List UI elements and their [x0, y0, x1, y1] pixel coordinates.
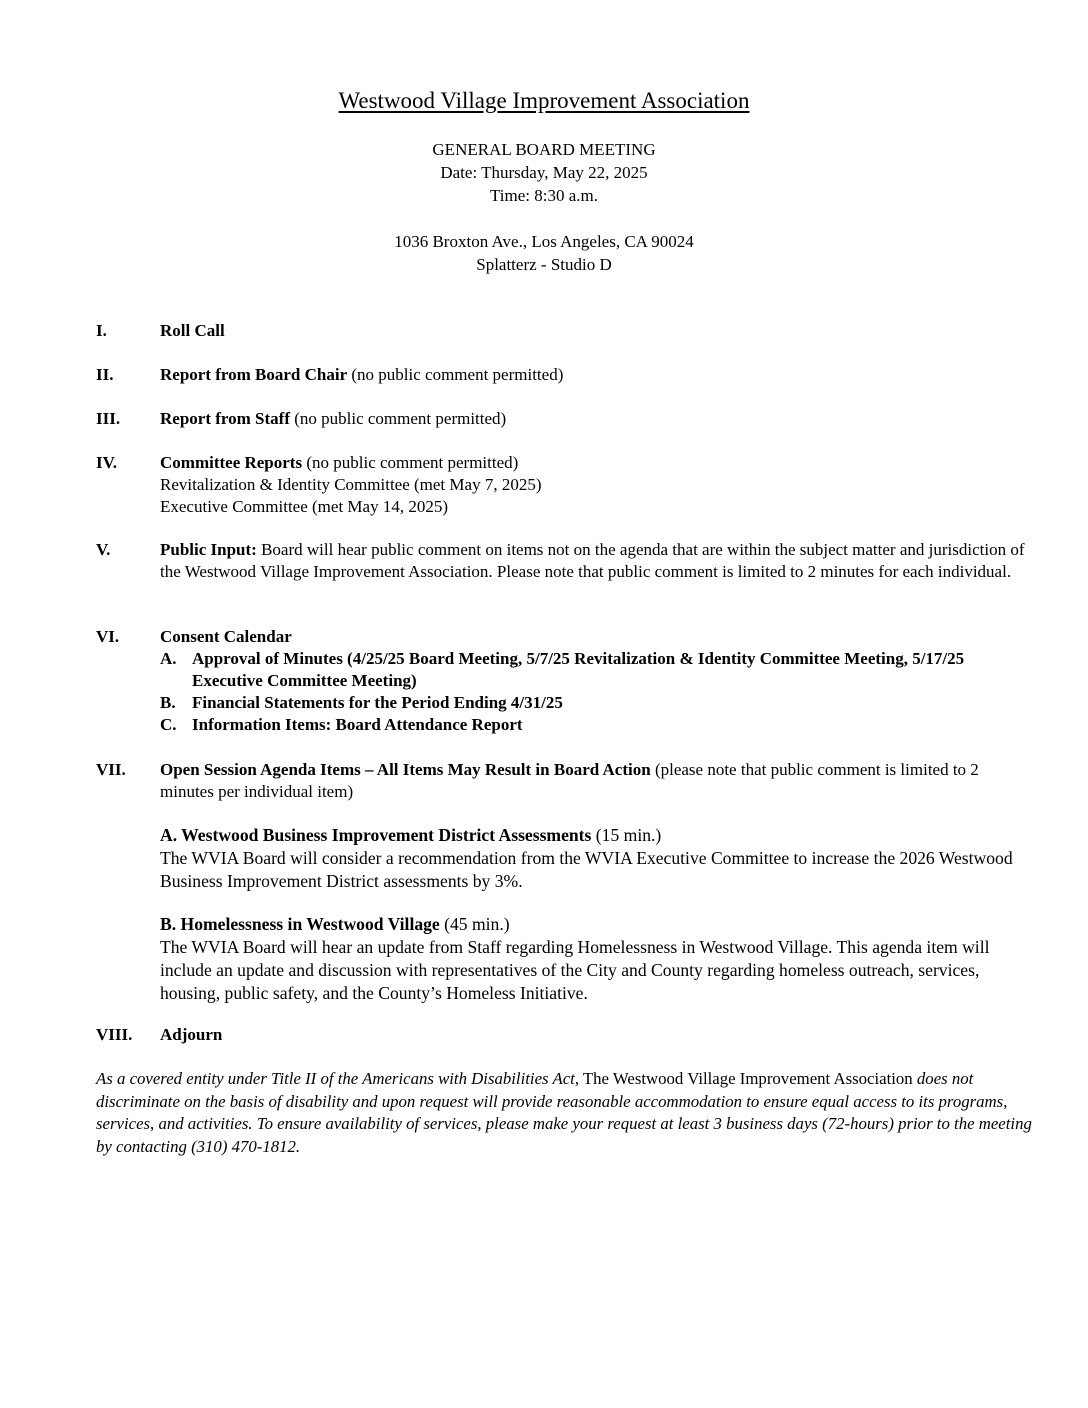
- consent-item-letter: A.: [160, 649, 177, 668]
- consent-item: [160, 714, 1036, 736]
- item-number: VII.: [96, 760, 126, 779]
- item-note: (please note that public comment is limited to 2 minutes per individual item): [160, 760, 979, 801]
- item-title: Public Input:: [160, 540, 257, 559]
- meeting-type: GENERAL BOARD MEETING: [432, 140, 656, 159]
- notice-italic-intro: As a covered entity under Title II of the Americans with Disabilities Act,: [96, 1069, 580, 1088]
- consent-item-text: Approval of Minutes (4/25/25 Board Meeting, 5/7/25 Revitalization & Identity Committee Meeting, 5/17/25 Executive Committee Meeting): [192, 649, 965, 690]
- item-text: Board will hear public comment on items not on the agenda that are within the subject matter and jurisdiction of the Westwood Village Improvement Association. Please note that public comment is limited to 2 minutes for each individual.: [160, 540, 1025, 581]
- item-number: III.: [96, 409, 121, 428]
- item-note: (no public comment permitted): [289, 409, 507, 428]
- open-item-text: The WVIA Board will consider a recommendation from the WVIA Executive Committee to increase the 2026 Westwood Business Improvement District assessments by 3%.: [160, 848, 1013, 891]
- item-number: VI.: [96, 627, 120, 646]
- ada-notice: [96, 1068, 1036, 1158]
- open-item-text: The WVIA Board will hear an update from Staff regarding Homelessness in Westwood Village. This agenda item will include an update and discussion with representatives of the City and County regarding homeless outreach, services, housing, public safety, and the County’s Homeless Initiative.: [160, 937, 990, 1003]
- open-item-duration: (45 min.): [439, 914, 510, 934]
- committee-line-executive: Executive Committee (met May 14, 2025): [160, 497, 448, 516]
- notice-italic-body: does not discriminate on the basis of disability and upon request will provide reasonable accommodation to ensure equal access to its programs, services, and activities. To ensure availability of services, please make your request at least 3 business days (72-hours) prior to the meeting by contacting (310) 470-1812.: [96, 1069, 1032, 1156]
- item-title: Report from Board Chair: [160, 365, 348, 384]
- consent-item-letter: B.: [160, 693, 176, 712]
- item-number: VIII.: [96, 1025, 133, 1044]
- consent-item: [160, 692, 1036, 714]
- open-item-heading: A. Westwood Business Improvement District Assessments: [160, 825, 592, 845]
- consent-item-text: Financial Statements for the Period Ending 4/31/25: [192, 693, 563, 712]
- consent-item-letter: C.: [160, 715, 177, 734]
- item-title: Committee Reports: [160, 453, 303, 472]
- consent-item: [160, 648, 1036, 692]
- item-title: Report from Staff: [160, 409, 290, 428]
- meeting-venue: Splatterz - Studio D: [476, 255, 612, 274]
- item-title: Adjourn: [160, 1025, 223, 1044]
- item-number: I.: [96, 321, 107, 340]
- meeting-date: Date: Thursday, May 22, 2025: [440, 163, 648, 182]
- consent-item-text: Information Items: Board Attendance Report: [192, 715, 523, 734]
- organization-title: Westwood Village Improvement Association: [338, 88, 750, 113]
- item-title: Open Session Agenda Items – All Items May Result in Board Action: [160, 760, 651, 779]
- item-number: IV.: [96, 453, 117, 472]
- item-note: (no public comment permitted): [302, 453, 519, 472]
- meeting-time: Time: 8:30 a.m.: [490, 186, 598, 205]
- meeting-address: 1036 Broxton Ave., Los Angeles, CA 90024: [394, 232, 694, 251]
- notice-plain: The Westwood Village Improvement Association: [579, 1069, 917, 1088]
- item-title: Roll Call: [160, 321, 225, 340]
- item-number: V.: [96, 540, 111, 559]
- item-title: Consent Calendar: [160, 627, 292, 646]
- open-item-heading: B. Homelessness in Westwood Village: [160, 914, 440, 934]
- open-item-duration: (15 min.): [591, 825, 662, 845]
- item-number: II.: [96, 365, 114, 384]
- committee-line-revitalization: Revitalization & Identity Committee (met May 7, 2025): [160, 475, 542, 494]
- item-note: (no public comment permitted): [347, 365, 564, 384]
